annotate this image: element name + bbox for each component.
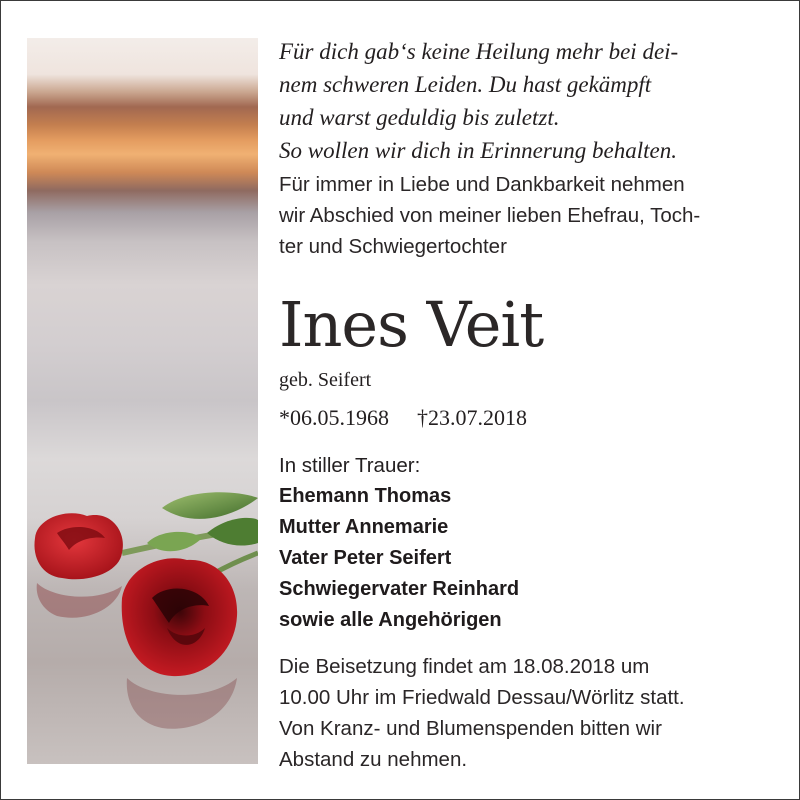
poem: Für dich gab‘s keine Heilung mehr bei dei- nem schweren Leiden. Du hast gekämpft und warst geduldig bis zuletzt. So wollen wir dich in Erinnerung behalten.: [279, 39, 679, 163]
red-roses-image: [27, 38, 258, 764]
mourner: Ehemann Thomas: [279, 485, 452, 507]
mourner: Schwiegervater Reinhard: [279, 578, 520, 600]
mourning-intro: In stiller Trauer:: [279, 454, 421, 477]
maiden-name: geb. Seifert: [279, 369, 372, 391]
burial-info: Die Beisetzung findet am 18.08.2018 um 10.00 Uhr im Friedwald Dessau/Wörlitz statt. Von Kranz- und Blumenspenden bitten wir Abstand zu nehmen.: [279, 655, 685, 771]
mourner: Mutter Annemarie: [279, 516, 449, 538]
life-dates: [279, 403, 779, 433]
death-date: †23.07.2018: [417, 405, 527, 430]
birth-date: *06.05.1968: [279, 405, 389, 430]
roses-photo: [27, 38, 258, 764]
mourners-list: [279, 481, 519, 636]
mourner: Vater Peter Seifert: [279, 547, 452, 569]
farewell-intro: Für immer in Liebe und Dankbarkeit nehmen wir Abschied von meiner lieben Ehefrau, Toch- ter und Schwiegertochter: [279, 173, 701, 258]
mourner: sowie alle Angehörigen: [279, 609, 502, 631]
deceased-name: Ines Veit: [279, 288, 544, 361]
